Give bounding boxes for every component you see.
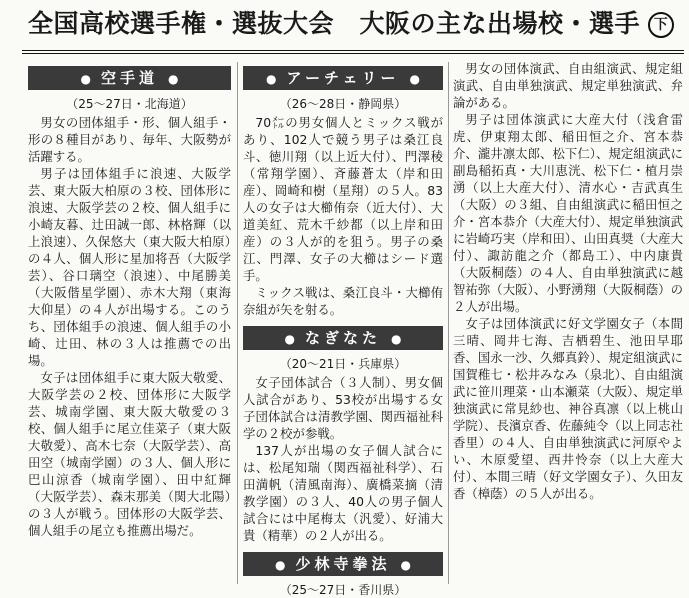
column-3 [453, 60, 683, 580]
paragraph: 男女の団体組手・形、個人組手・形の８種目があり、毎年、大阪勢が活躍する。 [28, 115, 231, 164]
paragraph: 女子は団体演武に好文学園女子（本間三晴、岡井七海、吉栖碧生、池田早耶香、国永一沙、久郷真鈴）、規定組演武に国賀稚七・松井みなみ（泉北）、自由組演武に笹川理菜・山本瀬菜（大阪）、規定単独演武に常見紗也、神谷真凛（以上桃山学院）、長濱京香、佐藤純令（以上同志社香里）の４人、自由単独演武に河原やよい、木原愛望、西井怜奈（以上大産大付）、本間三晴（好文学園女子）、久田友香（樟蔭）の５人が出る。 [453, 316, 683, 501]
article-headline [28, 4, 682, 44]
paragraph: 男子は団体演武に大産大付（浅倉雷虎、伊東翔太郎、稲田恒之介、宮本恭介、瀧井凛太郎、松下仁）、規定組演武に副島稲拓真・大川恵洸、松下仁・植月崇湧（以上大産大付）、清水心・吉武真生（大阪）の３組、自由組演武に稲田恒之介・宮本恭介（大産大付）、規定単独演武に岩崎巧実（岸和田）、山田真奨（大産大付）、諏訪龍之介（都島工）、中内康貴（大阪桐蔭）の４人、自由単独演武に越智祐弥（大阪）、小野湧翔（大阪桐蔭）の２人が出場。 [453, 112, 683, 314]
section-date-shorinji: （25～27日・香川県） [279, 583, 407, 597]
section-body-karate [28, 114, 231, 539]
column-1 [28, 64, 231, 584]
paragraph: 女子団体試合（３人制）、男女個人試合があり、53校が出場する女子団体試合は清教学園、関西福祉科学の２校が参戦。 [243, 375, 443, 441]
section-banner-archery: ● アーチェリー ● [243, 66, 443, 90]
section-date-archery: （26～28日・静岡県） [279, 97, 407, 111]
paragraph: 女子は団体組手に東大阪大敬愛、大阪学芸の２校、団体形に大阪学芸、城南学園、東大阪大敬愛の３校、個人組手に尾立佳菜子（東大阪大敬愛）、高木七奈（大阪学芸）、高田空（城南学園）の３人、個人形に巴山涼香（城南学園）、田中紅輝（大阪学芸）、森末那美（関大北陽）の３人が戦う。団体形の大阪学芸、個人組手の尾立も推薦出場だ。 [28, 370, 231, 538]
part-badge: 下 [648, 12, 674, 38]
paragraph: 男女の団体演武、自由組演武、規定組演武、自由単独演武、規定単独演武、弁論がある。 [453, 61, 683, 110]
column-divider-2 [448, 62, 449, 584]
paragraph: ミックス戦は、桑江良斗・大櫛侑奈組が矢を射る。 [243, 285, 443, 317]
paragraph: 男子は団体組手に浪速、大阪学芸、東大阪大柏原の３校、団体形に浪速、大阪学芸の２校、個人組手に小崎友暮、辻田誠一郎、林格輝（以上浪速）、久保悠大（東大阪大柏原）の４人、個人形に星加将吾（大阪学芸）、谷口璃空（浪速）、中尾勝美（大阪偕星学園）、赤木大翔（東海大仰星）の４人が出場する。このうち、団体組手の浪速、個人組手の小崎、辻田、林の３人は推薦での出場。 [28, 166, 231, 368]
section-date-karate: （25～27日・北海道） [66, 97, 193, 111]
section-banner-shorinji: ● 少林寺拳法 ● [243, 552, 443, 576]
headline-title: 全国高校選手権・選抜大会 大阪の主な出場校・選手 [28, 9, 641, 38]
column-divider-1 [237, 62, 238, 584]
headline-rule-bottom [22, 53, 684, 54]
section-banner-karate: ● 空手道 ● [28, 66, 231, 90]
section-date-naginata: （20～21日・兵庫県） [279, 357, 407, 371]
section-banner-naginata: ● なぎなた ● [243, 326, 443, 350]
section-body-archery [243, 114, 443, 318]
column-2 [243, 64, 443, 597]
paragraph: 137人が出場の女子個人試合には、松尾知瑞（関西福祉科学）、石田満帆（清風南海）、廣橋菜摘（清教学園）の３人、40人の男子個人試合には中尾梅太（汎愛）、好浦大貴（精華）の２人が出る。 [243, 443, 443, 543]
section-body-shorinji [453, 60, 683, 502]
section-body-naginata [243, 374, 443, 544]
headline-rule-top [22, 50, 684, 51]
paragraph: 70㍍の男女個人とミックス戦があり、102人で競う男子は桑江良斗、徳川翔（以上近大付）、門澤稜（常翔学園）、斉藤蒼太（岸和田産）、岡崎和樹（星翔）の５人。83人の女子は大櫛侑奈（近大付）、大道美紅、荒木千紗都（以上岸和田産）の３人が的を狙う。男子の桑江、門澤、女子の大櫛はシード選手。 [243, 115, 443, 283]
